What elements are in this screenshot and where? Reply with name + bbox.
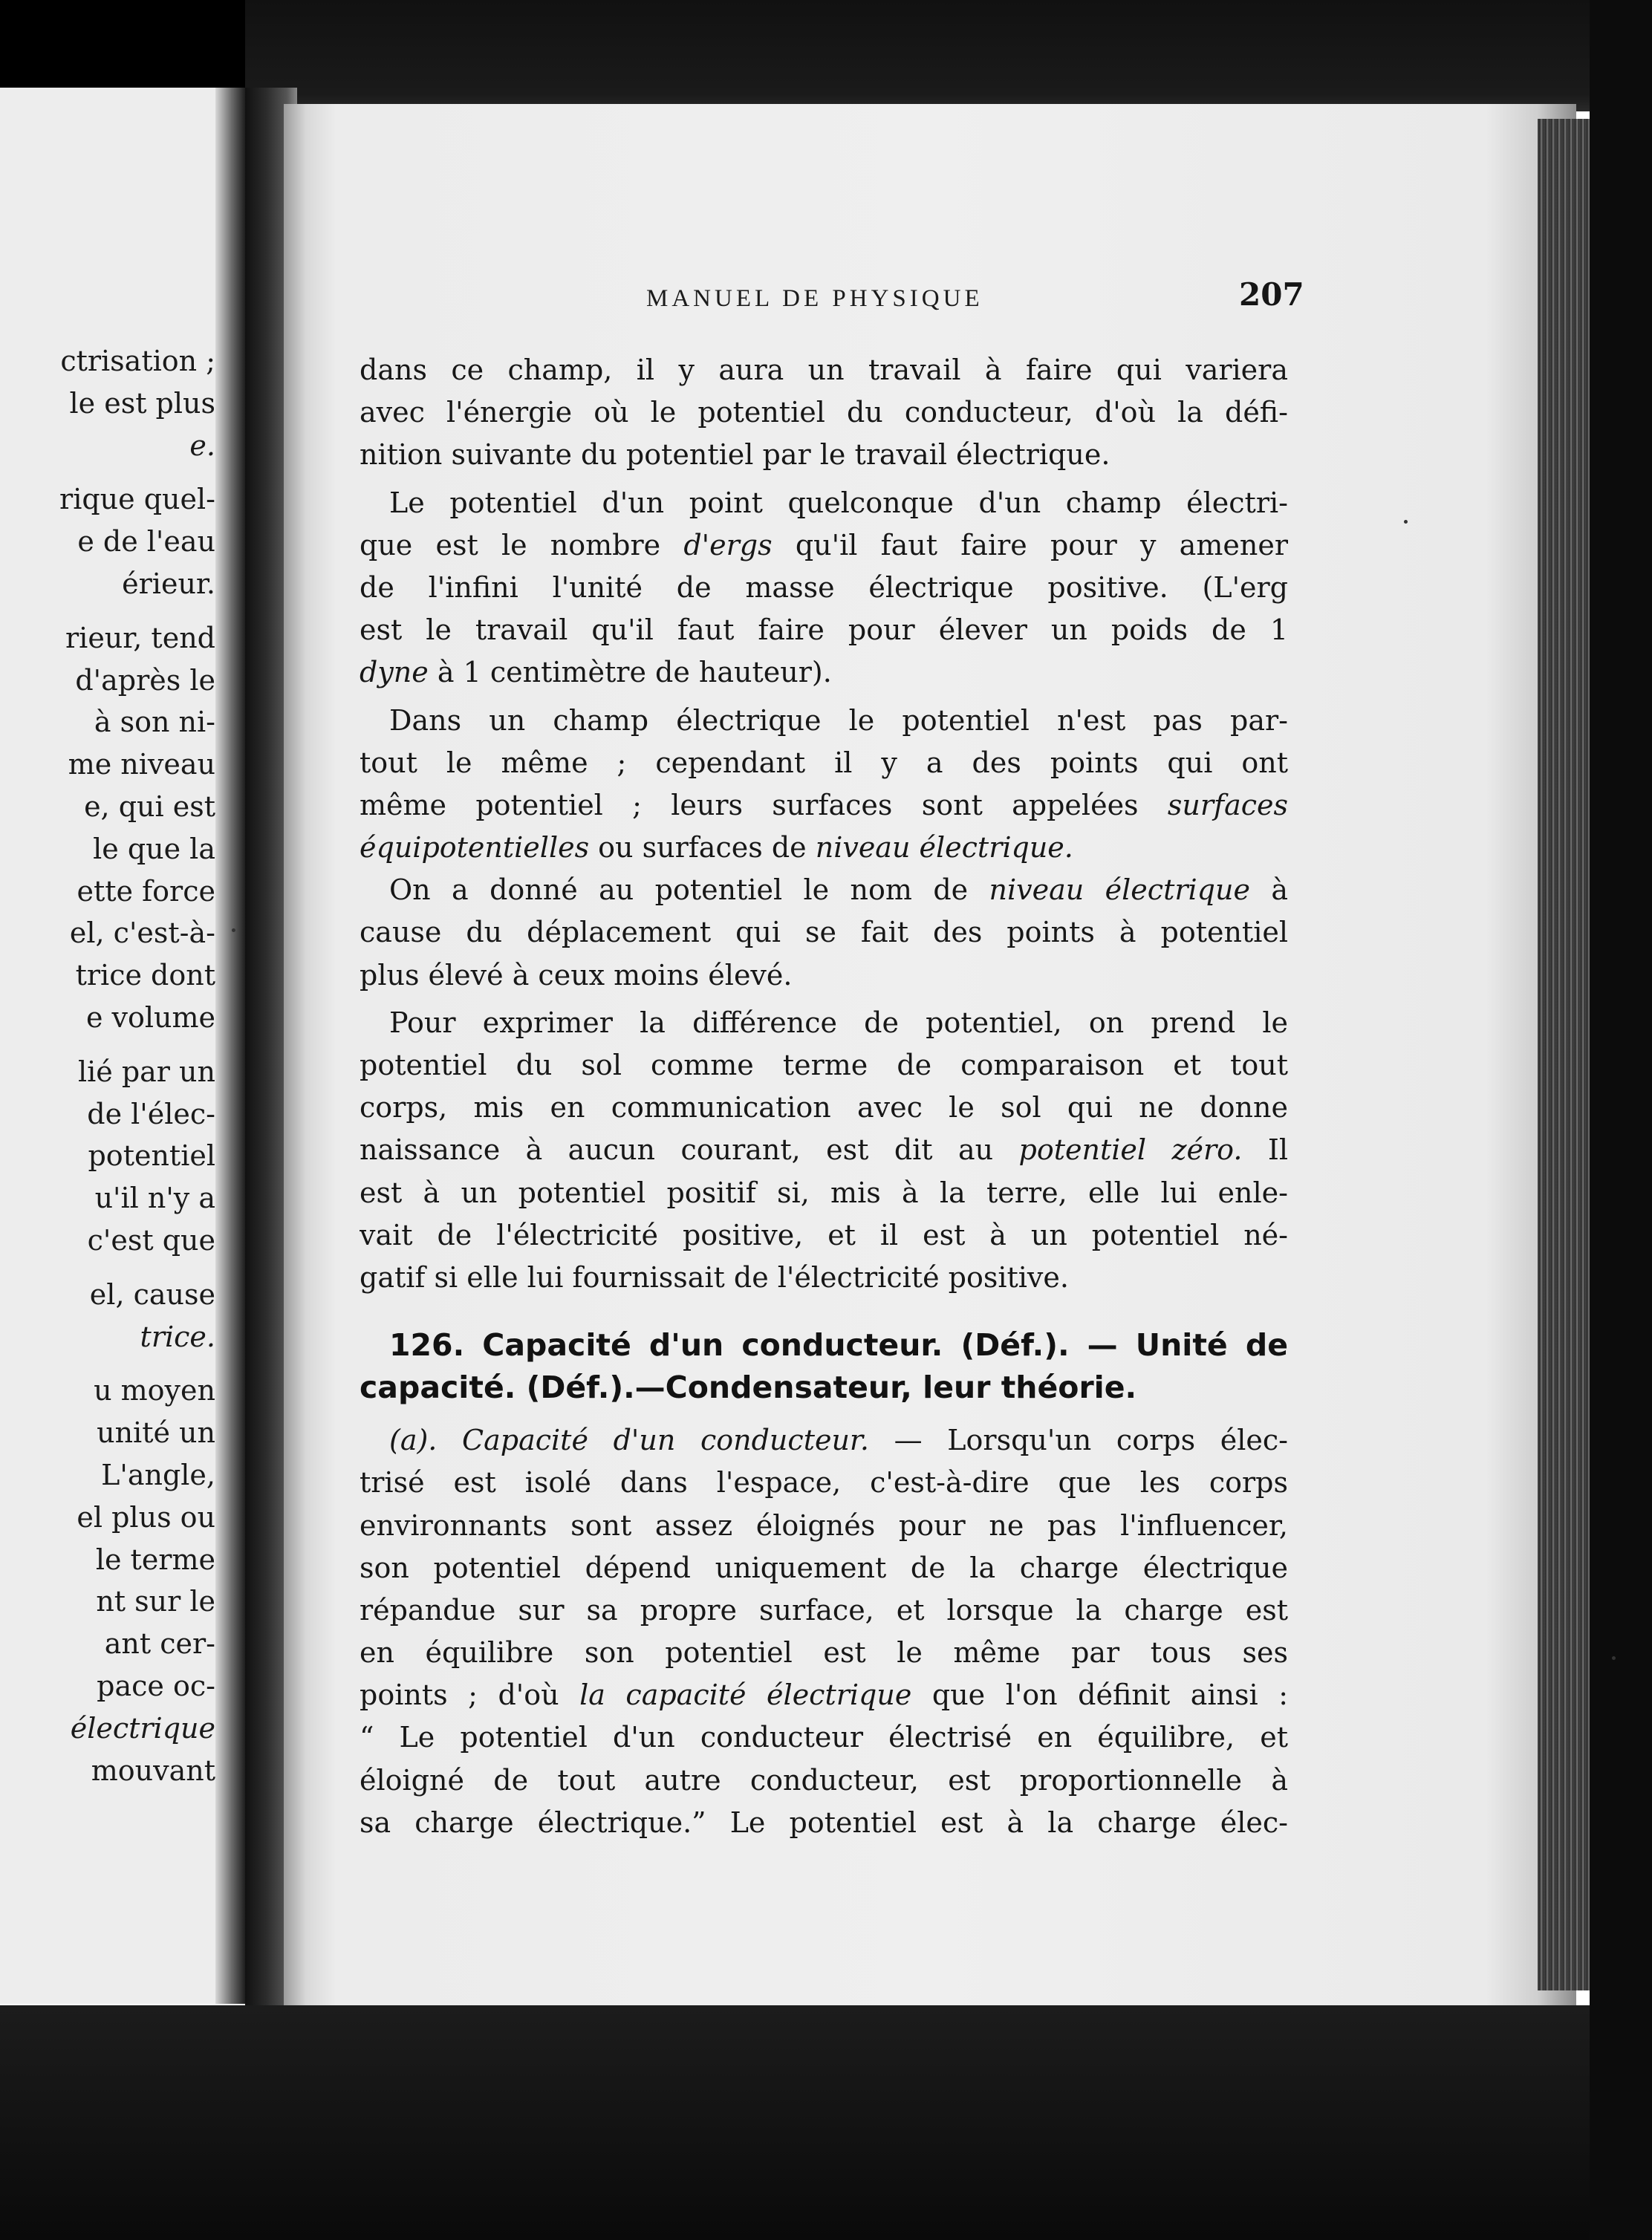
scanner-background-corner bbox=[0, 0, 245, 89]
text-line: avec l'énergie où le potentiel du conducteur, d'où la défi- bbox=[360, 396, 1288, 429]
italic-term: (a). Capacité d'un conducteur. bbox=[389, 1424, 869, 1457]
italic-term: surfaces bbox=[1167, 788, 1288, 821]
scanner-background-right bbox=[1590, 0, 1652, 2240]
scan-speck bbox=[232, 928, 235, 932]
page-number: 207 bbox=[1239, 276, 1304, 313]
text-line: vait de l'électricité positive, et il est à un potentiel né- bbox=[360, 1218, 1288, 1251]
left-page-line: d'après le bbox=[75, 663, 215, 697]
left-page-line: el, c'est-à- bbox=[69, 916, 215, 950]
page-body bbox=[360, 349, 1288, 1844]
italic-term: la capacité électrique bbox=[579, 1679, 912, 1712]
text-line: même potentiel ; leurs surfaces sont appelées surfaces bbox=[360, 788, 1288, 821]
left-page-line bbox=[0, 466, 215, 478]
scan-speck bbox=[1404, 520, 1408, 524]
italic-term: équipotentielles bbox=[360, 831, 590, 865]
left-page-line: e. bbox=[189, 429, 215, 462]
text-line: cause du déplacement qui se fait des points à potentiel bbox=[360, 916, 1288, 949]
left-page-line bbox=[0, 1262, 215, 1274]
section-heading: 126. Capacité d'un conducteur. (Déf.). — Unité de bbox=[389, 1327, 1288, 1364]
text-line: équipotentielles ou surfaces de niveau électrique. bbox=[360, 831, 1073, 865]
italic-term: niveau électrique. bbox=[815, 831, 1073, 865]
section-heading: capacité. (Déf.).—Condensateur, leur théorie. bbox=[360, 1370, 1137, 1406]
left-page-line: c'est que bbox=[87, 1223, 215, 1257]
left-page-line: trice dont bbox=[75, 959, 215, 992]
text-line: Dans un champ électrique le potentiel n'est pas par- bbox=[389, 703, 1288, 737]
page-stack-edge bbox=[1538, 119, 1593, 1990]
left-page-line: me niveau bbox=[68, 748, 215, 781]
left-page-line: e volume bbox=[85, 1000, 215, 1034]
running-header: MANUEL DE PHYSIQUE bbox=[646, 285, 983, 312]
left-page-gutter-shadow bbox=[215, 88, 245, 2004]
left-page-line: de l'élec- bbox=[87, 1097, 215, 1130]
left-page-text-fragments bbox=[0, 340, 215, 1791]
scanner-background-bottom bbox=[0, 2005, 1652, 2240]
text-line: plus élevé à ceux moins élevé. bbox=[360, 958, 793, 992]
scan-speck bbox=[1612, 1656, 1616, 1660]
left-page-line: érieur. bbox=[122, 567, 215, 600]
text-line: son potentiel dépend uniquement de la charge électrique bbox=[360, 1551, 1288, 1584]
left-page-line: lié par un bbox=[77, 1055, 215, 1088]
left-page-line: e, qui est bbox=[84, 789, 215, 823]
left-page-line: L'angle, bbox=[101, 1458, 215, 1491]
text-line: est le travail qu'il faut faire pour élever un poids de 1 bbox=[360, 613, 1288, 647]
left-page-line: nt sur le bbox=[96, 1585, 215, 1618]
text-line: (a). Capacité d'un conducteur. — Lorsqu'un corps élec- bbox=[389, 1424, 1288, 1457]
text-line: dyne à 1 centimètre de hauteur). bbox=[360, 656, 832, 689]
left-page-line: potentiel bbox=[88, 1139, 215, 1173]
text-line: naissance à aucun courant, est dit au potentiel zéro. Il bbox=[360, 1133, 1288, 1167]
text-line: éloigné de tout autre conducteur, est proportionnelle à bbox=[360, 1763, 1288, 1797]
left-page-line: rieur, tend bbox=[65, 621, 215, 654]
left-page-line bbox=[0, 1039, 215, 1051]
left-page-line: unité un bbox=[97, 1416, 215, 1450]
left-facing-page bbox=[0, 88, 245, 2004]
left-page-line: le terme bbox=[95, 1543, 215, 1576]
left-page-line: électrique bbox=[70, 1711, 215, 1745]
text-line: points ; d'où la capacité électrique que l'on définit ainsi : bbox=[360, 1679, 1288, 1712]
left-page-line: ctrisation ; bbox=[60, 345, 215, 377]
left-page-line: u'il n'y a bbox=[94, 1182, 215, 1215]
text-line: de l'infini l'unité de masse électrique positive. (L'erg bbox=[360, 570, 1288, 604]
left-page-line: trice. bbox=[140, 1320, 215, 1353]
text-line: répandue sur sa propre surface, et lorsque la charge est bbox=[360, 1593, 1288, 1627]
left-page-line bbox=[0, 1358, 215, 1370]
left-page-line: u moyen bbox=[94, 1374, 215, 1407]
left-page-line: le est plus bbox=[69, 386, 215, 420]
text-line: potentiel du sol comme terme de comparaison et tout bbox=[360, 1049, 1288, 1081]
text-line: nition suivante du potentiel par le travail électrique. bbox=[360, 438, 1110, 472]
text-line: “ Le potentiel d'un conducteur électrisé en équilibre, et bbox=[360, 1721, 1288, 1754]
left-page-line: el plus ou bbox=[77, 1500, 215, 1534]
left-page-line: à son ni- bbox=[94, 706, 215, 739]
left-page-line bbox=[0, 605, 215, 617]
left-page-line: rique quel- bbox=[59, 483, 215, 516]
text-line: sa charge électrique.” Le potentiel est à la charge élec- bbox=[360, 1806, 1288, 1839]
left-page-line: le que la bbox=[93, 832, 215, 865]
left-page-line: ant cer- bbox=[104, 1627, 215, 1661]
left-page-line: mouvant bbox=[91, 1754, 215, 1787]
text-line: en équilibre son potentiel est le même par tous ses bbox=[360, 1636, 1288, 1670]
italic-term: d'ergs bbox=[683, 528, 773, 561]
italic-term: niveau électrique bbox=[989, 873, 1250, 907]
text-line: corps, mis en communication avec le sol qui ne donne bbox=[360, 1091, 1288, 1124]
italic-term: potentiel zéro. bbox=[1018, 1133, 1243, 1167]
left-page-line: e de l'eau bbox=[77, 525, 215, 559]
text-line: Le potentiel d'un point quelconque d'un champ électri- bbox=[389, 486, 1288, 519]
text-line: est à un potentiel positif si, mis à la terre, elle lui enle- bbox=[360, 1176, 1288, 1209]
text-line: gatif si elle lui fournissait de l'électricité positive. bbox=[360, 1260, 1069, 1294]
text-line: que est le nombre d'ergs qu'il faut faire pour y amener bbox=[360, 528, 1288, 561]
text-line: Pour exprimer la différence de potentiel, on prend le bbox=[389, 1006, 1288, 1039]
italic-term: dyne bbox=[360, 656, 429, 689]
left-page-line: el, cause bbox=[89, 1277, 215, 1311]
text-line: environnants sont assez éloignés pour ne pas l'influencer, bbox=[360, 1508, 1288, 1542]
text-line: tout le même ; cependant il y a des points qui ont bbox=[360, 746, 1288, 779]
text-line: dans ce champ, il y aura un travail à faire qui variera bbox=[360, 354, 1288, 386]
text-line: On a donné au potentiel le nom de niveau électrique à bbox=[389, 873, 1288, 907]
text-line: trisé est isolé dans l'espace, c'est-à-dire que les corps bbox=[360, 1466, 1288, 1500]
left-page-line: pace oc- bbox=[97, 1669, 215, 1702]
left-page-line: ette force bbox=[77, 874, 215, 908]
